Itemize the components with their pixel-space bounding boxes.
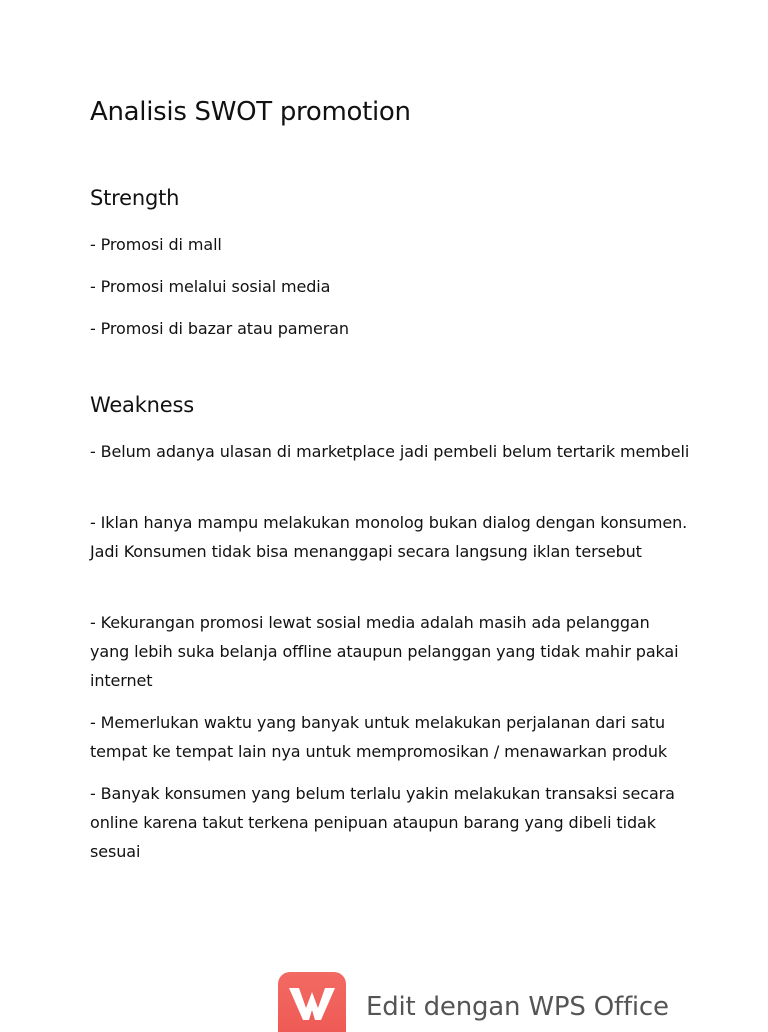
weakness-item: - Banyak konsumen yang belum terlalu yakin melakukan transaksi secara online karena takut terkena penipuan ataupun barang yang dibeli tidak sesuai xyxy=(90,784,675,861)
document-title: Analisis SWOT promotion xyxy=(90,97,411,127)
strength-item: - Promosi melalui sosial media xyxy=(90,277,331,296)
weakness-item: - Iklan hanya mampu melakukan monolog bukan dialog dengan konsumen. Jadi Konsumen tidak bisa menanggapi secara langsung iklan tersebut xyxy=(90,513,688,561)
weakness-item: - Belum adanya ulasan di marketplace jadi pembeli belum tertarik membeli xyxy=(90,442,690,461)
section-heading-weakness: Weakness xyxy=(90,393,194,417)
section-heading-strength: Strength xyxy=(90,186,180,210)
wps-edit-banner[interactable] xyxy=(278,972,698,1024)
strength-item: - Promosi di bazar atau pameran xyxy=(90,319,349,338)
wps-office-logo-icon xyxy=(278,972,346,1032)
weakness-item: - Kekurangan promosi lewat sosial media adalah masih ada pelanggan yang lebih suka belanja offline ataupun pelanggan yang tidak mahir pakai internet xyxy=(90,613,679,690)
weakness-item: - Memerlukan waktu yang banyak untuk melakukan perjalanan dari satu tempat ke tempat lain nya untuk mempromosikan / menawarkan produk xyxy=(90,713,668,761)
wps-edit-label[interactable]: Edit dengan WPS Office xyxy=(366,992,669,1022)
strength-item: - Promosi di mall xyxy=(90,235,222,254)
